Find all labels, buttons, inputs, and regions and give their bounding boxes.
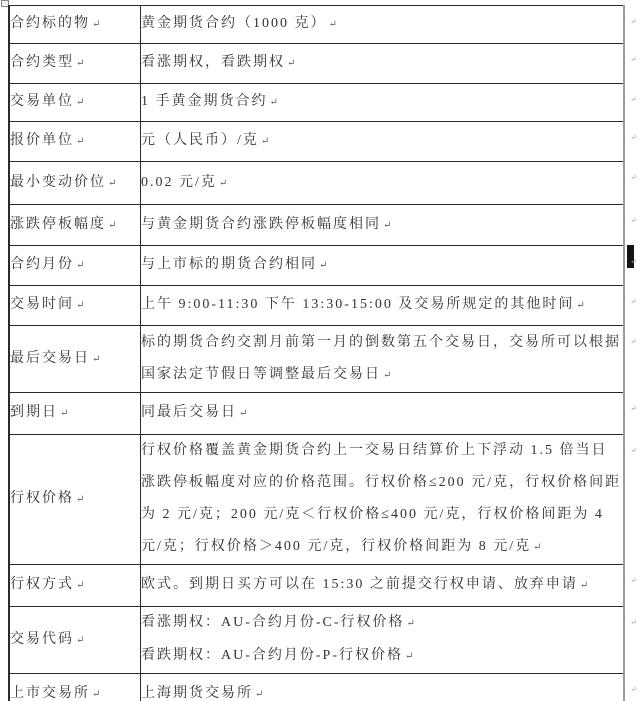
row-label: 行权方式 xyxy=(10,577,74,592)
row-value-cell xyxy=(141,246,625,286)
row-end-mark-icon: ↵ xyxy=(630,133,637,142)
paragraph-mark-icon: ↵ xyxy=(328,19,337,30)
row-end-mark-icon: ↵ xyxy=(630,446,637,455)
row-value: 上午 9:00-11:30 下午 13:30-15:00 及交易所规定的其他时间 xyxy=(141,297,575,312)
row-label: 交易时间 xyxy=(10,297,74,312)
row-value-cell xyxy=(141,6,625,44)
row-label-cell xyxy=(9,607,141,674)
table-row xyxy=(9,84,624,122)
paragraph-mark-icon: ↵ xyxy=(239,408,248,419)
table-row xyxy=(9,205,624,246)
paragraph-mark-icon: ↵ xyxy=(255,689,264,700)
row-value: 与上市标的期货合约相同 xyxy=(141,257,317,272)
row-value: 1 手黄金期货合约 xyxy=(141,94,268,109)
table-row xyxy=(9,565,624,607)
row-end-mark-icon: ↵ xyxy=(630,297,637,306)
table-row xyxy=(9,435,624,565)
row-end-mark-icon: ↵ xyxy=(630,618,637,627)
row-value: 行权价格覆盖黄金期货合约上一交易日结算价上下浮动 1.5 倍当日涨跌停板幅度对应的价格范围。行权价格≤200 元/克，行权价格间距为 2 元/克；200 元/克＜行权价格≤400 元/克，行权价格间距为 4 元/克；行权价格＞400 元/克，行权价格间距为 8 元/克 xyxy=(141,443,622,554)
row-label-cell xyxy=(9,6,141,44)
row-label: 报价单位 xyxy=(10,133,74,148)
paragraph-mark-icon: ↵ xyxy=(76,260,85,271)
row-value: 欧式。到期日买方可以在 15:30 之前提交行权申请、放弃申请 xyxy=(141,577,578,592)
row-value-cell xyxy=(141,84,625,122)
paragraph-mark-icon: ↵ xyxy=(287,58,296,69)
table-row xyxy=(9,607,624,674)
row-label-cell xyxy=(9,286,141,326)
row-label-cell xyxy=(9,246,141,286)
paragraph-mark-icon: ↵ xyxy=(383,369,392,381)
row-label: 合约类型 xyxy=(10,55,74,70)
row-value-cell xyxy=(141,607,625,674)
row-value: 0.02 元/克 xyxy=(141,174,217,190)
row-label-cell xyxy=(9,435,141,565)
row-label-cell xyxy=(9,674,141,701)
table-row xyxy=(9,44,624,84)
row-value-cell xyxy=(141,435,625,565)
paragraph-mark-icon: ↵ xyxy=(579,580,589,591)
row-value-cell xyxy=(141,674,625,701)
row-value: 元（人民币）/克 xyxy=(141,133,259,148)
call-option-code-line xyxy=(141,607,623,640)
paragraph-mark-icon: ↵ xyxy=(319,260,328,271)
paragraph-mark-icon: ↵ xyxy=(405,651,414,662)
row-value-cell xyxy=(141,44,625,84)
row-end-mark-icon: ↵ xyxy=(630,17,637,26)
paragraph-mark-icon: ↵ xyxy=(76,97,85,108)
put-option-code-line xyxy=(141,640,623,673)
row-label-cell xyxy=(9,205,141,246)
row-label: 合约标的物 xyxy=(10,16,90,31)
row-label-cell xyxy=(9,162,141,205)
table-row xyxy=(9,286,624,326)
paragraph-mark-icon: ↵ xyxy=(76,300,85,311)
row-label-cell xyxy=(9,44,141,84)
paragraph-mark-icon: ↵ xyxy=(76,58,85,69)
table-row xyxy=(9,326,624,393)
row-value: 黄金期货合约（1000 克） xyxy=(141,16,327,31)
row-end-mark-icon: ↵ xyxy=(630,95,637,104)
row-value-cell xyxy=(141,565,625,607)
row-end-mark-icon: ↵ xyxy=(630,576,637,585)
row-label-cell xyxy=(9,326,141,393)
paragraph-mark-icon: ↵ xyxy=(576,300,585,311)
row-value: 看涨期权，看跌期权 xyxy=(141,55,285,70)
paragraph-mark-icon: ↵ xyxy=(76,580,85,591)
row-label: 上市交易所 xyxy=(10,686,90,701)
row-end-mark-icon: ↵ xyxy=(630,404,637,413)
paragraph-mark-icon: ↵ xyxy=(383,219,392,231)
row-value-cell xyxy=(141,393,625,435)
paragraph-mark-icon: ↵ xyxy=(92,689,101,700)
row-value: 上海期货交易所 xyxy=(141,686,253,701)
row-value-cell xyxy=(141,326,625,393)
row-label: 最小变动价位 xyxy=(10,174,106,190)
paragraph-mark-icon: ↵ xyxy=(108,219,117,231)
row-end-mark-icon: ↵ xyxy=(630,216,637,225)
paragraph-mark-icon: ↵ xyxy=(533,542,542,553)
row-value-cell xyxy=(141,122,625,162)
paragraph-mark-icon: ↵ xyxy=(92,353,101,365)
paragraph-mark-icon: ↵ xyxy=(406,618,415,629)
row-label: 行权价格 xyxy=(10,491,74,506)
row-label-cell xyxy=(9,393,141,435)
contract-spec-table xyxy=(8,5,625,701)
row-end-mark-icon: ↵ xyxy=(630,257,637,266)
row-label: 合约月份 xyxy=(10,257,74,272)
row-value: 看涨期权：AU-合约月份-C-行权价格 xyxy=(141,615,405,630)
row-end-mark-icon: ↵ xyxy=(630,55,637,64)
row-label-cell xyxy=(9,565,141,607)
row-label: 到期日 xyxy=(10,405,58,420)
table-row xyxy=(9,6,624,44)
row-label: 最后交易日 xyxy=(10,350,90,366)
row-label-cell xyxy=(9,122,141,162)
row-value: 标的期货合约交割月前第一月的倒数第五个交易日，交易所可以根据国家法定节假日等调整最后交易日 xyxy=(141,334,621,382)
paragraph-mark-icon: ↵ xyxy=(60,408,69,419)
row-value-cell xyxy=(141,286,625,326)
table-row xyxy=(9,122,624,162)
paragraph-mark-icon: ↵ xyxy=(92,19,101,30)
row-label: 涨跌停板幅度 xyxy=(10,216,106,232)
row-value: 同最后交易日 xyxy=(141,405,237,420)
row-value-cell xyxy=(141,162,625,205)
row-end-mark-icon: ↵ xyxy=(630,337,637,346)
table-row xyxy=(9,674,624,701)
paragraph-mark-icon: ↵ xyxy=(76,634,85,646)
table-row xyxy=(9,162,624,205)
paragraph-mark-icon: ↵ xyxy=(108,177,117,189)
row-value: 看跌期权：AU-合约月份-P-行权价格 xyxy=(141,648,403,663)
row-label: 交易单位 xyxy=(10,94,74,109)
table-row xyxy=(9,246,624,286)
contract-spec-table-body xyxy=(9,6,624,701)
paragraph-mark-icon: ↵ xyxy=(76,494,85,505)
row-end-mark-icon: ↵ xyxy=(630,685,637,694)
row-value-cell xyxy=(141,205,625,246)
row-label: 交易代码 xyxy=(10,631,74,647)
paragraph-mark-icon: ↵ xyxy=(269,97,278,108)
paragraph-mark-icon: ↵ xyxy=(218,177,228,189)
row-value: 与黄金期货合约涨跌停板幅度相同 xyxy=(141,216,381,232)
paragraph-mark-icon: ↵ xyxy=(76,136,85,147)
row-end-mark-icon: ↵ xyxy=(630,173,637,182)
paragraph-mark-icon: ↵ xyxy=(260,136,270,147)
row-label-cell xyxy=(9,84,141,122)
table-row xyxy=(9,393,624,435)
